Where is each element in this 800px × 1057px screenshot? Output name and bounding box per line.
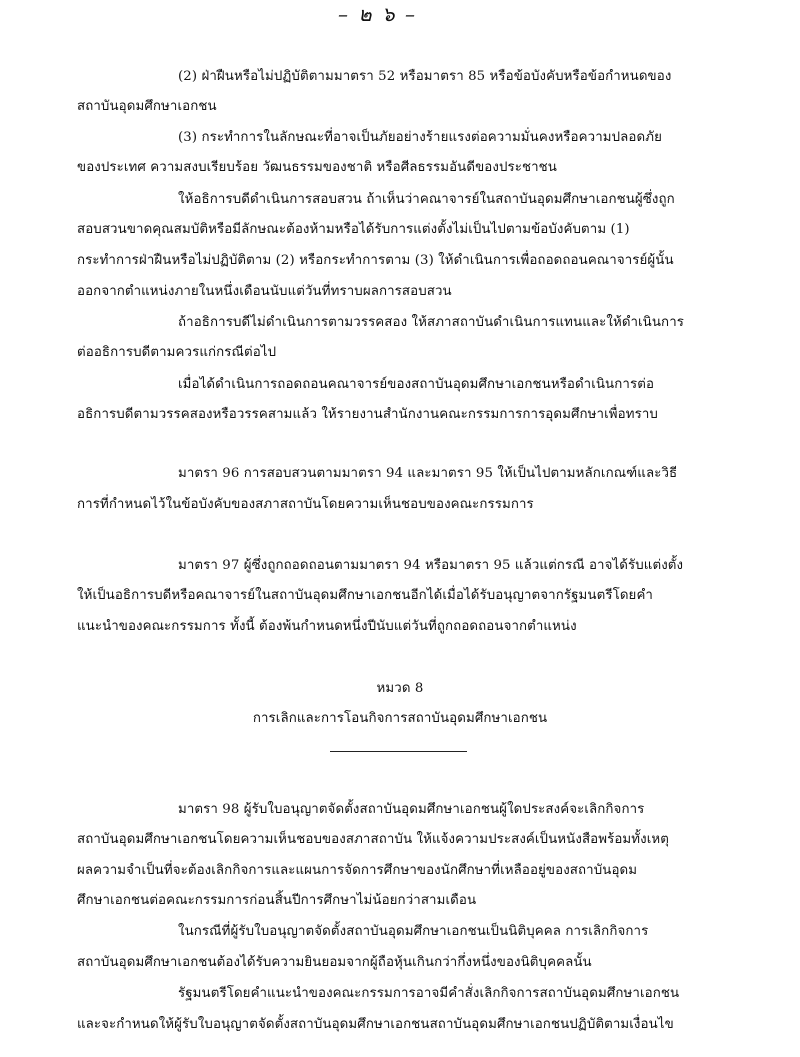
text-line: อธิการบดีตามวรรคสองหรือวรรคสามแล้ว ให้รายงานสำนักงานคณะกรรมการการอุดมศึกษาเพื่อทราบ bbox=[77, 407, 658, 422]
text-line: และจะกำหนดให้ผู้รับใบอนุญาตจัดตั้งสถาบันอุดมศึกษาเอกชนสถาบันอุดมศึกษาเอกชนปฏิบัติตามเงื่อนไข bbox=[77, 1017, 674, 1032]
text-line: ให้เป็นอธิการบดีหรือคณาจารย์ในสถาบันอุดมศึกษาเอกชนอีกได้เมื่อได้รับอนุญาตจากรัฐมนตรีโดยคำ bbox=[77, 588, 653, 603]
text-line: สถาบันอุดมศึกษาเอกชนโดยความเห็นชอบของสภาสถาบัน ให้แจ้งความประสงค์เป็นหนังสือพร้อมทั้งเหตุ bbox=[77, 832, 670, 847]
heading-divider bbox=[330, 751, 467, 752]
text-line: ในกรณีที่ผู้รับใบอนุญาตจัดตั้งสถาบันอุดมศึกษาเอกชนเป็นนิติบุคคล การเลิกกิจการ bbox=[178, 924, 649, 939]
page-number: – ๒ ๖ – bbox=[338, 2, 417, 26]
text-line: ผลความจำเป็นที่จะต้องเลิกกิจการและแผนการจัดการศึกษาของนักศึกษาที่เหลืออยู่ของสถาบันอุดม bbox=[77, 863, 638, 878]
text-line: ต่ออธิการบดีตามควรแก่กรณีต่อไป bbox=[77, 345, 277, 360]
chapter-title: การเลิกและการโอนกิจการสถาบันอุดมศึกษาเอกชน bbox=[252, 711, 548, 726]
text-line: ให้อธิการบดีดำเนินการสอบสวน ถ้าเห็นว่าคณาจารย์ในสถาบันอุดมศึกษาเอกชนผู้ซึ่งถูก bbox=[178, 192, 675, 207]
text-line: แนะนำของคณะกรรมการ ทั้งนี้ ต้องพ้นกำหนดหนึ่งปีนับแต่วันที่ถูกถอดถอนจากตำแหน่ง bbox=[77, 619, 577, 634]
text-line: (3) กระทำการในลักษณะที่อาจเป็นภัยอย่างร้ายแรงต่อความมั่นคงหรือความปลอดภัย bbox=[178, 130, 662, 145]
text-line: สอบสวนขาดคุณสมบัติหรือมีลักษณะต้องห้ามหรือได้รับการแต่งตั้งไม่เป็นไปตามข้อบังคับตาม (1) bbox=[77, 222, 630, 237]
text-line: ถ้าอธิการบดีไม่ดำเนินการตามวรรคสอง ให้สภาสถาบันดำเนินการแทนและให้ดำเนินการ bbox=[178, 315, 685, 330]
text-line: เมื่อได้ดำเนินการถอดถอนคณาจารย์ของสถาบันอุดมศึกษาเอกชนหรือดำเนินการต่อ bbox=[178, 377, 655, 392]
section-97-line: มาตรา 97 ผู้ซึ่งถูกถอดถอนตามมาตรา 94 หรือมาตรา 95 แล้วแต่กรณี อาจได้รับแต่งตั้ง bbox=[178, 558, 684, 573]
text-line: รัฐมนตรีโดยคำแนะนำของคณะกรรมการอาจมีคำสั่งเลิกกิจการสถาบันอุดมศึกษาเอกชน bbox=[178, 986, 680, 1001]
text-line: สถาบันอุดมศึกษาเอกชนต้องได้รับความยินยอมจากผู้ถือหุ้นเกินกว่ากึ่งหนึ่งของนิติบุคคลนั้น bbox=[77, 955, 592, 970]
text-line: ศึกษาเอกชนต่อคณะกรรมการก่อนสิ้นปีการศึกษาไม่น้อยกว่าสามเดือน bbox=[77, 893, 477, 908]
text-line: กระทำการฝ่าฝืนหรือไม่ปฏิบัติตาม (2) หรือกระทำการตาม (3) ให้ดำเนินการเพื่อถอดถอนคณาจารย์ผู้นั้น bbox=[77, 253, 674, 268]
text-line: (2) ฝ่าฝืนหรือไม่ปฏิบัติตามมาตรา 52 หรือมาตรา 85 หรือข้อบังคับหรือข้อกำหนดของ bbox=[178, 69, 672, 84]
text-line: การที่กำหนดไว้ในข้อบังคับของสภาสถาบันโดยความเห็นชอบของคณะกรรมการ bbox=[77, 497, 534, 512]
section-98-line: มาตรา 98 ผู้รับใบอนุญาตจัดตั้งสถาบันอุดมศึกษาเอกชนผู้ใดประสงค์จะเลิกกิจการ bbox=[178, 802, 645, 817]
text-line: สถาบันอุดมศึกษาเอกชน bbox=[77, 99, 217, 114]
section-96-line: มาตรา 96 การสอบสวนตามมาตรา 94 และมาตรา 95 ให้เป็นไปตามหลักเกณฑ์และวิธี bbox=[178, 466, 678, 481]
text-line: ของประเทศ ความสงบเรียบร้อย วัฒนธรรมของชาติ หรือศีลธรรมอันดีของประชาชน bbox=[77, 160, 557, 175]
chapter-heading: หมวด 8 bbox=[376, 681, 424, 696]
text-line: ออกจากตำแหน่งภายในหนึ่งเดือนนับแต่วันที่ทราบผลการสอบสวน bbox=[77, 284, 452, 299]
